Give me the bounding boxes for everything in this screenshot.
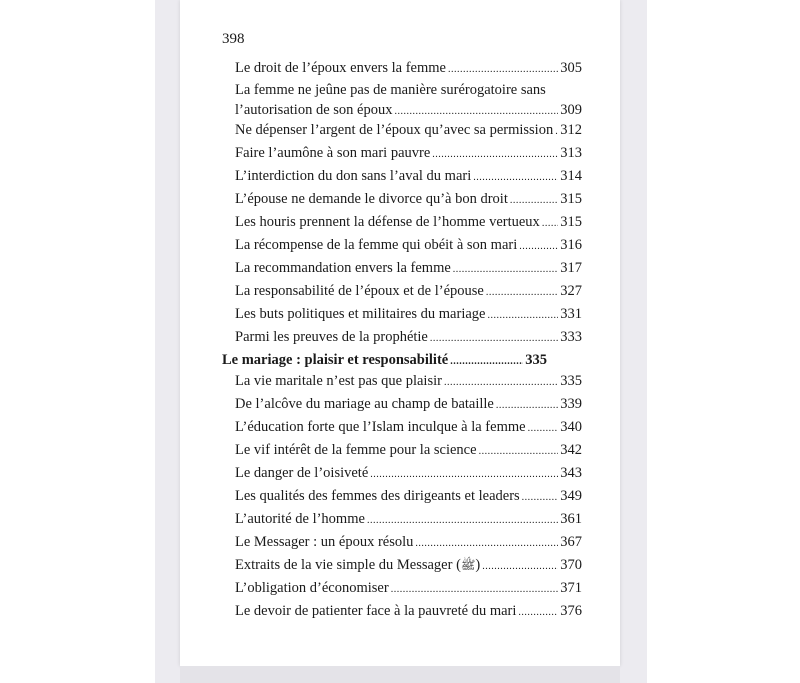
toc-entry-page: 315 xyxy=(560,214,582,230)
toc-entry xyxy=(235,578,582,598)
dot-leader xyxy=(430,331,558,347)
toc-chapter-page: 335 xyxy=(525,352,547,368)
toc-entry-page: 339 xyxy=(560,396,582,412)
dot-leader xyxy=(496,398,558,414)
toc-entry xyxy=(235,327,582,347)
toc-entry-title: La vie maritale n’est pas que plaisir xyxy=(235,373,442,389)
toc-entry-title: L’obligation d’économiser xyxy=(235,580,389,596)
toc-entry-title-close: ) xyxy=(475,557,481,573)
dot-leader xyxy=(432,147,558,163)
toc-entry-page: 312 xyxy=(560,122,582,138)
dot-leader xyxy=(510,193,558,209)
toc-entry-title: La recommandation envers la femme xyxy=(235,260,451,276)
toc-entry-page: 343 xyxy=(560,465,582,481)
toc-chapter xyxy=(222,350,547,370)
toc-entry-title: La récompense de la femme qui obéit à son mari xyxy=(235,237,518,253)
toc-entry-page: 309 xyxy=(560,102,582,118)
toc-entry xyxy=(235,235,582,255)
toc-entry-title xyxy=(235,555,480,575)
toc-entry xyxy=(235,371,582,391)
toc-entry xyxy=(235,166,582,186)
toc-entry xyxy=(235,143,582,163)
toc-entry xyxy=(235,532,582,552)
toc-entry-page: 342 xyxy=(560,442,582,458)
toc-entry-title: Le devoir de patienter face à la pauvreté du mari xyxy=(235,603,517,619)
toc-entry-page: 313 xyxy=(560,145,582,161)
dot-leader xyxy=(448,62,558,78)
dot-leader xyxy=(370,467,558,483)
dot-leader xyxy=(542,216,558,232)
toc-entry xyxy=(235,58,582,78)
toc-entry-title: L’interdiction du don sans l’aval du mari xyxy=(235,168,472,184)
toc-entry-page: 317 xyxy=(560,260,582,276)
toc-entry xyxy=(235,555,582,575)
toc-entry-title-line2: l’autorisation de son époux xyxy=(235,102,393,118)
page-number: 398 xyxy=(222,31,245,47)
toc-entry-title: De l’alcôve du mariage au champ de bataille xyxy=(235,396,494,412)
toc-entry-page: 370 xyxy=(560,557,582,573)
toc-entry xyxy=(235,258,582,278)
toc-entry-page: 361 xyxy=(560,511,582,527)
dot-leader xyxy=(528,421,559,437)
toc-entry-title: La responsabilité de l’époux et de l’épouse xyxy=(235,283,484,299)
toc-entry-page: 305 xyxy=(560,60,582,76)
toc-entry xyxy=(235,486,582,506)
toc-entry-title: Le vif intérêt de la femme pour la science xyxy=(235,442,477,458)
dot-leader xyxy=(473,170,558,186)
dot-leader xyxy=(487,308,558,324)
toc-entry-title: L’épouse ne demande le divorce qu’à bon droit xyxy=(235,191,508,207)
toc-entry xyxy=(235,509,582,529)
toc-entry xyxy=(235,80,582,122)
toc-entry-title: Le Messager : un époux résolu xyxy=(235,534,414,550)
toc-entry-page: 333 xyxy=(560,329,582,345)
toc-entry-title: Les qualités des femmes des dirigeants et leaders xyxy=(235,488,520,504)
toc-entry-title: L’autorité de l’homme xyxy=(235,511,365,527)
toc-entry-title: Les houris prennent la défense de l’homme vertueux xyxy=(235,214,540,230)
book-page xyxy=(180,0,620,666)
toc-chapter-title: Le mariage : plaisir et responsabilité xyxy=(222,352,449,368)
toc-entry-page: 314 xyxy=(560,168,582,184)
arabic-blessing-seal: ﷺ xyxy=(460,558,476,572)
toc-entry-page: 335 xyxy=(560,373,582,389)
toc-entry-title: Faire l’aumône à son mari pauvre xyxy=(235,145,431,161)
dot-leader xyxy=(479,444,559,460)
toc-entry-page: 371 xyxy=(560,580,582,596)
toc-entry xyxy=(235,281,582,301)
toc-entry-title: L’éducation forte que l’Islam inculque à la femme xyxy=(235,419,526,435)
toc-entry-page: 349 xyxy=(560,488,582,504)
toc-entry-title: Parmi les preuves de la prophétie xyxy=(235,329,428,345)
toc-entry-title: Le droit de l’époux envers la femme xyxy=(235,60,446,76)
toc-entry-page: 376 xyxy=(560,603,582,619)
toc-entry-title: Ne dépenser l’argent de l’époux qu’avec sa permission xyxy=(235,122,554,138)
dot-leader xyxy=(482,559,558,575)
dot-leader xyxy=(444,375,558,391)
dot-leader xyxy=(518,605,558,621)
dot-leader xyxy=(394,104,558,120)
dot-leader xyxy=(367,513,558,529)
toc-entry xyxy=(235,601,582,621)
dot-leader xyxy=(555,124,558,140)
toc-entry xyxy=(235,440,582,460)
toc-entry xyxy=(235,189,582,209)
toc-entry xyxy=(235,212,582,232)
toc-entry xyxy=(235,304,582,324)
toc-entry-title-text: Extraits de la vie simple du Messager ( xyxy=(235,557,461,573)
toc-entry-page: 315 xyxy=(560,191,582,207)
dot-leader xyxy=(453,262,558,278)
toc-entry-page: 316 xyxy=(560,237,582,253)
toc-entry-page: 340 xyxy=(560,419,582,435)
toc-entry-page: 367 xyxy=(560,534,582,550)
dot-leader xyxy=(519,239,558,255)
toc-entry xyxy=(235,394,582,414)
dot-leader xyxy=(415,536,558,552)
toc-entry-page: 331 xyxy=(560,306,582,322)
toc-entry xyxy=(235,463,582,483)
toc-entry-title-line1: La femme ne jeûne pas de manière surérogatoire sans xyxy=(235,82,546,98)
toc-entry-page: 327 xyxy=(560,283,582,299)
dot-leader xyxy=(450,354,523,370)
dot-leader xyxy=(486,285,558,301)
dot-leader xyxy=(391,582,559,598)
toc-entry-title: Le danger de l’oisiveté xyxy=(235,465,369,481)
toc-entry xyxy=(235,120,582,140)
toc-entry xyxy=(235,417,582,437)
page-bottom-edge xyxy=(180,666,620,683)
dot-leader xyxy=(522,490,559,506)
toc-entry-title: Les buts politiques et militaires du mariage xyxy=(235,306,486,322)
